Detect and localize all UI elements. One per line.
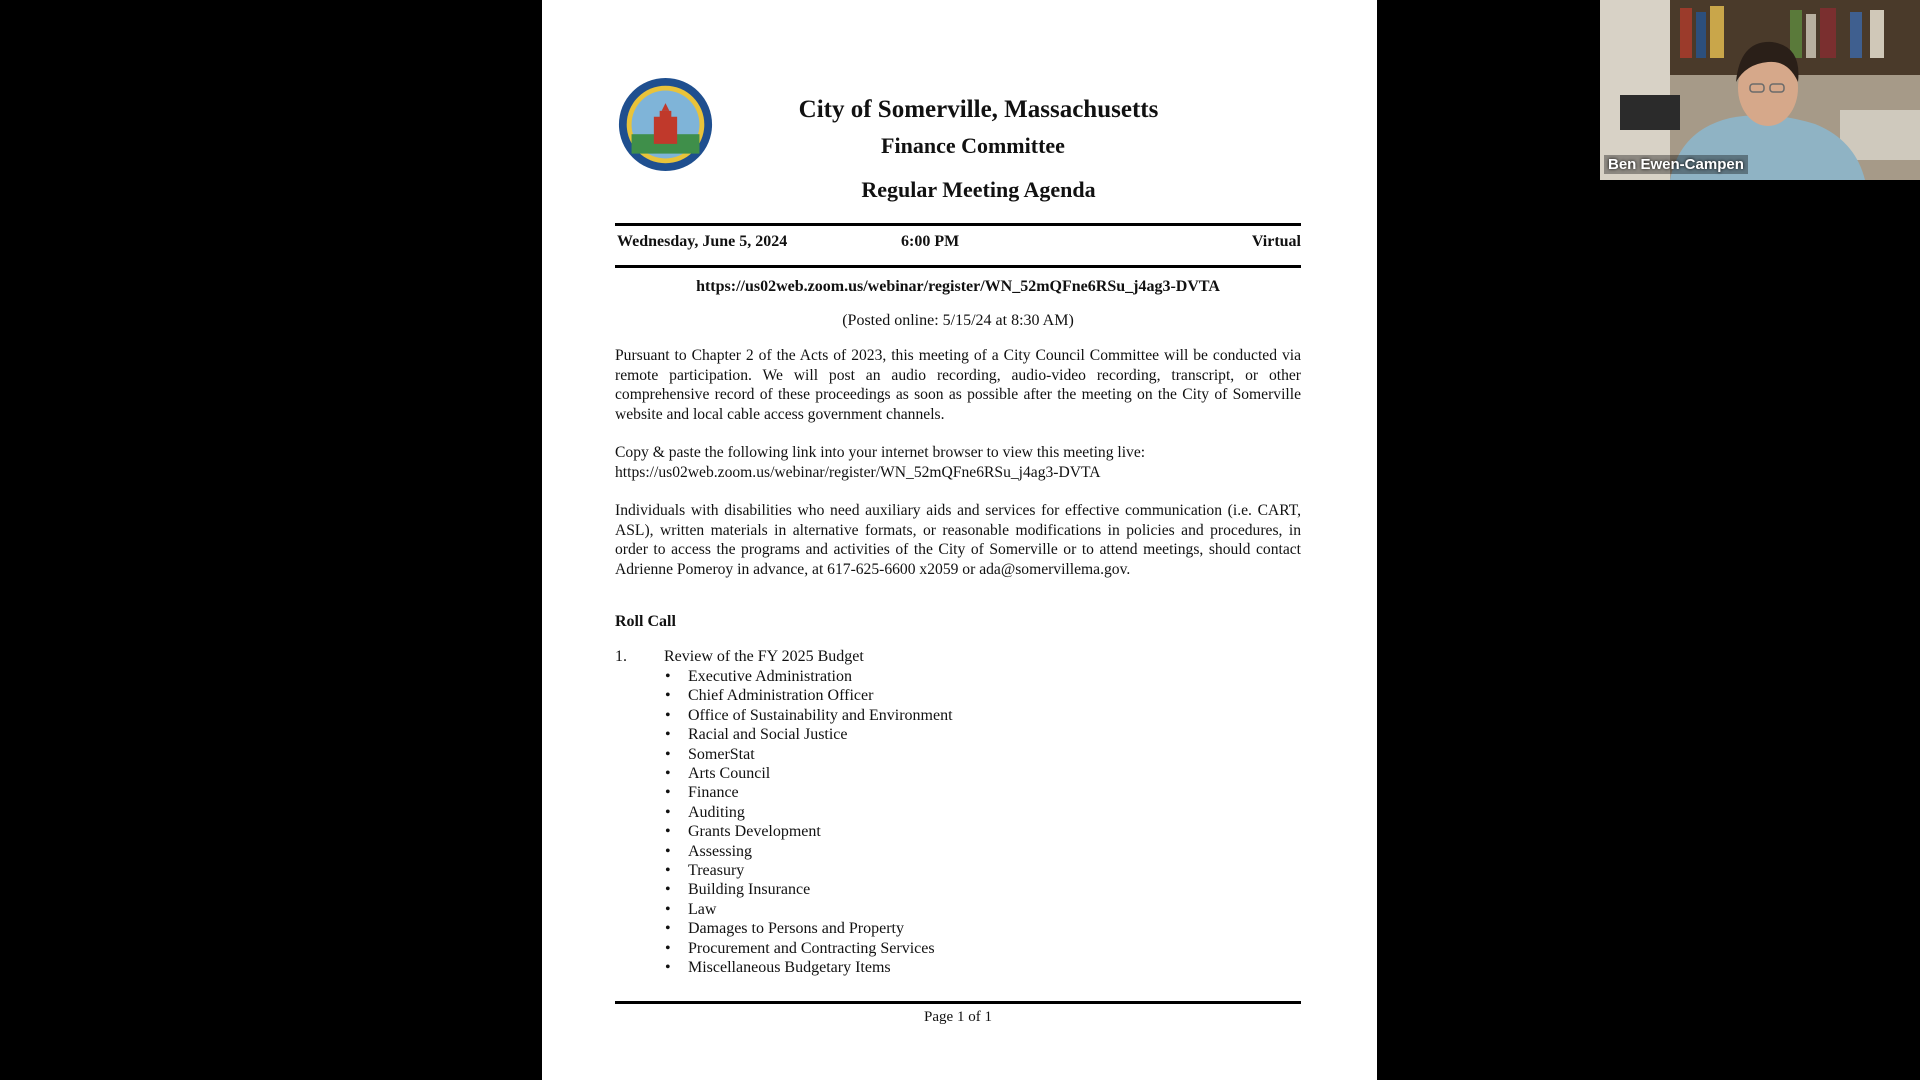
webcam-video-feed xyxy=(1600,0,1920,180)
agenda-item-number: 1. xyxy=(615,648,627,665)
participant-video-tile[interactable] xyxy=(1600,0,1920,180)
list-item: • SomerStat xyxy=(665,745,755,763)
document-committee-title: Finance Committee xyxy=(881,133,1065,158)
agenda-item-title: Review of the FY 2025 Budget xyxy=(664,648,864,665)
list-item: • Law xyxy=(665,900,717,918)
accessibility-paragraph: Individuals with disabilities who need auxiliary aids and services for effective communication (i.e. CART, ASL), written materials in alternative formats, or reasonable modifications in policies and procedures, in order to access the programs and activities of the City of Somerville or to attend meetings, should contact Adrienne Pomeroy in advance, at 617-625-6600 x2059 or ada@somervillema.gov. xyxy=(615,502,1301,578)
page-number-footer: Page 1 of 1 xyxy=(924,1009,992,1025)
footer-rule xyxy=(615,1001,1301,1004)
meeting-meta-row xyxy=(615,233,1301,257)
list-item: • Treasury xyxy=(665,862,745,880)
roll-call-heading: Roll Call xyxy=(615,613,676,630)
list-item: • Chief Administration Officer xyxy=(665,687,874,705)
list-item: • Assessing xyxy=(665,842,753,860)
document-city-title: City of Somerville, Massachusetts xyxy=(798,96,1159,123)
meeting-location: Virtual xyxy=(1251,233,1301,250)
header-rule-top xyxy=(615,223,1301,226)
list-item: • Procurement and Contracting Services xyxy=(665,939,935,957)
list-item: • Building Insurance xyxy=(665,881,811,899)
list-item: • Finance xyxy=(665,784,739,802)
document-agenda-title: Regular Meeting Agenda xyxy=(861,177,1096,202)
copy-paste-instruction: Copy & paste the following link into your internet browser to view this meeting live: xyxy=(615,444,1146,461)
list-item: • Executive Administration xyxy=(665,668,852,685)
list-item: • Damages to Persons and Property xyxy=(665,920,904,938)
list-item: • Racial and Social Justice xyxy=(665,726,848,744)
meeting-time: 6:00 PM xyxy=(901,233,960,250)
agenda-document-page xyxy=(542,0,1377,1080)
list-item: • Miscellaneous Budgetary Items xyxy=(665,959,891,977)
zoom-webinar-link: https://us02web.zoom.us/webinar/register/WN_52mQFne6RSu_j4ag3-DVTA xyxy=(696,278,1220,295)
posted-online-note: (Posted online: 5/15/24 at 8:30 AM) xyxy=(842,312,1074,329)
list-item: • Auditing xyxy=(665,803,745,821)
header-rule-bottom xyxy=(615,265,1301,268)
remote-participation-paragraph: Pursuant to Chapter 2 of the Acts of 2023, this meeting of a City Council Committee will be conducted via remote participation. We will post an audio recording, audio-video recording, transcript, or other comprehensive record of these proceedings as soon as possible after the meeting on the City of Somerville website and local cable access government channels. xyxy=(615,347,1301,423)
list-item: • Grants Development xyxy=(665,823,821,841)
copy-paste-paragraph xyxy=(615,443,1301,482)
meeting-date: Wednesday, June 5, 2024 xyxy=(617,233,788,250)
copy-paste-link: https://us02web.zoom.us/webinar/register/WN_52mQFne6RSu_j4ag3-DVTA xyxy=(615,463,1101,481)
budget-department-list xyxy=(664,667,953,978)
participant-name-label: Ben Ewen-Campen xyxy=(1604,155,1748,174)
list-item: • Office of Sustainability and Environment xyxy=(665,706,953,724)
list-item: • Arts Council xyxy=(665,765,771,783)
